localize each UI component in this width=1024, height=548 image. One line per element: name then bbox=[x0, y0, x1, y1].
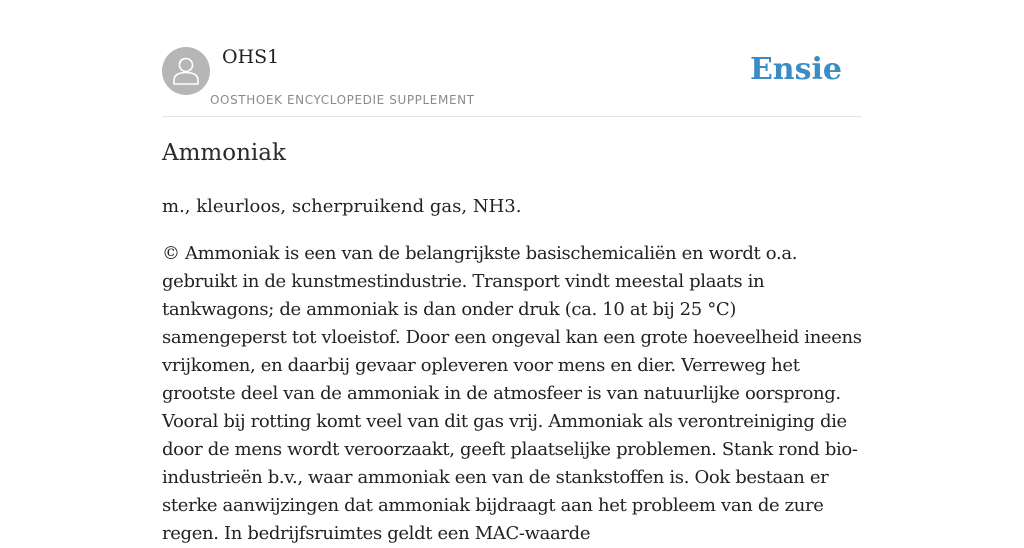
author-name[interactable]: OHS1 bbox=[222, 46, 280, 68]
source-name[interactable]: OOSTHOEK ENCYCLOPEDIE SUPPLEMENT bbox=[210, 93, 475, 107]
entry-definition: m., kleurloos, scherpruikend gas, NH3. bbox=[162, 196, 522, 217]
page-header bbox=[162, 0, 862, 117]
brand-logo[interactable]: Ensie bbox=[749, 52, 842, 87]
entry-body: © Ammoniak is een van de belangrijkste basischemicaliën en wordt o.a. gebruikt in de kunstmestindustrie. Transport vindt meestal plaats in tankwagons; de ammoniak is dan onder druk (ca. 10 at bij 25 °C) samengeperst tot vloeistof. Door een ongeval kan een grote hoeveelheid ineens vrijkomen, en daarbij gevaar opleveren voor mens en dier. Verreweg het grootste deel van de ammoniak in de atmosfeer is van natuurlijke oorsprong. Vooral bij rotting komt veel van dit gas vrij. Ammoniak als verontreiniging die door de mens wordt veroorzaakt, geeft plaatselijke problemen. Stank rond bio-industrieën b.v., waar ammoniak een van de stankstoffen is. Ook bestaan er sterke aanwijzingen dat ammoniak bijdraagt aan het probleem van de zure regen. In bedrijfsruimtes geldt een MAC-waarde bbox=[162, 243, 862, 544]
user-icon bbox=[162, 47, 210, 95]
author-avatar[interactable] bbox=[162, 47, 210, 95]
entry-title: Ammoniak bbox=[162, 140, 286, 166]
